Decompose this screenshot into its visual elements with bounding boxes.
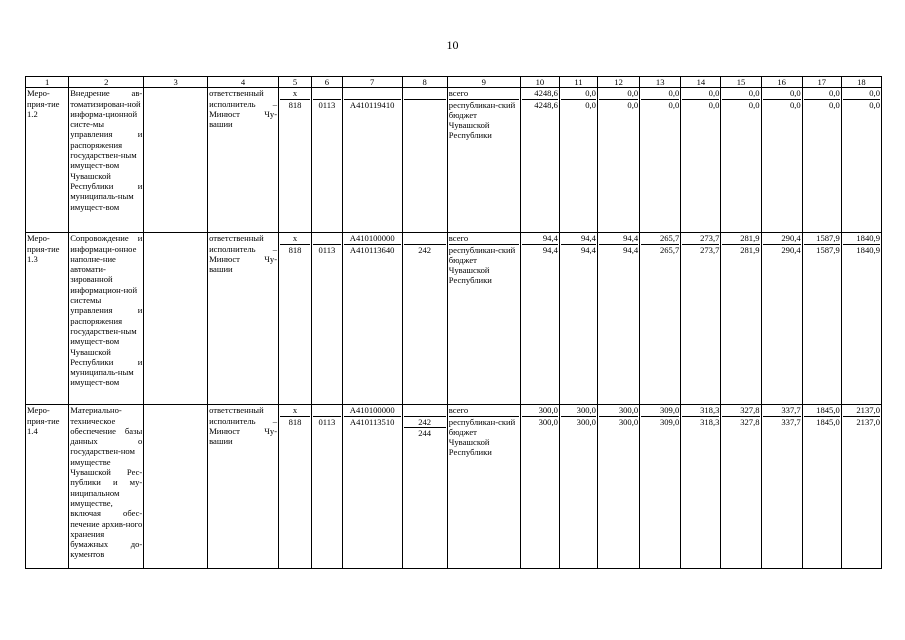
executor: ответственный исполнитель – Минюст Чу-вашии [209, 88, 278, 130]
amount-cell [559, 88, 597, 233]
amount-total: 0,0 [843, 88, 880, 99]
amount-budget: 0,0 [585, 99, 596, 110]
code-line: x [280, 88, 310, 99]
header-cell: 9 [447, 77, 520, 88]
amount-total: 0,0 [641, 88, 679, 99]
amount-total: 94,4 [599, 233, 638, 244]
funding-budget: республикан-ский бюджет Чувашской Республики [448, 244, 516, 286]
amount-total: 318,3 [682, 405, 719, 416]
amount-budget: 1845,0 [816, 416, 840, 427]
executor: ответственный исполнитель – Минюст Чу-вашии [209, 405, 278, 447]
executor: ответственный исполнитель – Минюст Чу-вашии [209, 233, 278, 275]
event-description: Сопровождение и информаци-онное наполне-ние автомати-зированной информацион-ной системы управления и распоряжения государствен-ным имущест-вом Чувашской Республики и муниципаль-ным имущест-вом [70, 233, 143, 388]
col3-cell [144, 405, 208, 569]
event-description-cell [69, 88, 144, 233]
amount-cell [761, 405, 802, 569]
executor-cell [208, 233, 279, 405]
header-cell: 4 [208, 77, 279, 88]
amount-budget: 0,0 [789, 99, 801, 110]
amount-total: 327,8 [722, 405, 759, 416]
amount-budget: 265,7 [659, 244, 680, 255]
event-row [26, 88, 882, 233]
amount-total: 265,7 [641, 233, 679, 244]
chapter-code-cell [279, 405, 312, 569]
amount-cell [681, 88, 721, 233]
amount-cell [802, 405, 841, 569]
amount-cell [841, 88, 881, 233]
expense-type-cell [402, 233, 447, 405]
amount-total: 94,4 [561, 233, 596, 244]
code-line: 818 [288, 416, 302, 427]
amount-budget: 0,0 [829, 99, 840, 110]
amount-cell [802, 88, 841, 233]
event-row [26, 233, 882, 405]
code-line [313, 233, 341, 244]
code-line: 242 [418, 244, 432, 255]
event-number: Меро-прия-тие 1.4 [27, 405, 60, 436]
amount-cell [761, 233, 802, 405]
chapter-code-cell [279, 233, 312, 405]
amount-total: 300,0 [561, 405, 596, 416]
amount-cell [597, 88, 639, 233]
funding-source-cell [447, 233, 520, 405]
amount-budget: 309,0 [659, 416, 680, 427]
executor-cell [208, 405, 279, 569]
code-line [404, 88, 446, 99]
header-cell: 8 [402, 77, 447, 88]
header-cell: 1 [26, 77, 69, 88]
amount-budget: 290,4 [781, 244, 801, 255]
amount-budget: 0,0 [668, 99, 680, 110]
amount-budget: 0,0 [627, 99, 639, 110]
amount-cell [681, 233, 721, 405]
program-events-table [25, 76, 882, 569]
event-description: Материально-техническое обеспечение базы данных о государствен-ном имуществе Чувашской Рес-публики и му-ниципальном имуществе, включая обес-печение архив-ного хранения бумажных до-кументов [70, 405, 143, 560]
header-cell: 18 [841, 77, 881, 88]
amount-cell [841, 233, 881, 405]
header-cell: 11 [559, 77, 597, 88]
code-line: 0113 [318, 99, 336, 110]
header-cell: 17 [802, 77, 841, 88]
amount-cell [681, 405, 721, 569]
amount-total: 300,0 [522, 405, 558, 416]
code-line [344, 88, 401, 99]
funding-budget: республикан-ский бюджет Чувашской Республики [448, 99, 516, 141]
page-number: 10 [446, 38, 459, 52]
code-line [404, 233, 446, 244]
amount-budget: 337,7 [781, 416, 801, 427]
event-number-cell [26, 88, 69, 233]
code-line: А410119410 [349, 99, 395, 110]
amount-total: 273,7 [682, 233, 719, 244]
funding-total: всего [449, 405, 519, 416]
event-number-cell [26, 233, 69, 405]
code-line: x [280, 405, 310, 416]
amount-cell [520, 88, 559, 233]
amount-total: 0,0 [599, 88, 638, 99]
amount-cell [520, 233, 559, 405]
funding-total: всего [449, 233, 519, 244]
event-row [26, 405, 882, 569]
amount-cell [721, 88, 761, 233]
amount-cell [841, 405, 881, 569]
header-cell: 13 [640, 77, 681, 88]
event-number: Меро-прия-тие 1.3 [27, 233, 60, 264]
amount-total: 281,9 [722, 233, 759, 244]
header-cell: 12 [597, 77, 639, 88]
amount-budget: 94,4 [542, 244, 558, 255]
code-line: 818 [288, 99, 302, 110]
target-article-cell [342, 405, 402, 569]
header-cell: 5 [279, 77, 312, 88]
amount-total: 4248,6 [522, 88, 558, 99]
amount-total: 0,0 [561, 88, 596, 99]
chapter-code-cell [279, 88, 312, 233]
amount-total: 300,0 [599, 405, 638, 416]
amount-budget: 0,0 [708, 99, 720, 110]
event-number: Меро-прия-тие 1.2 [27, 88, 60, 119]
amount-budget: 1587,9 [816, 244, 840, 255]
amount-cell [640, 233, 681, 405]
section-code-cell [311, 88, 342, 233]
amount-total: 1587,9 [804, 233, 840, 244]
amount-budget: 318,3 [700, 416, 720, 427]
section-code-cell [311, 405, 342, 569]
amount-total: 0,0 [682, 88, 719, 99]
amount-budget: 2137,0 [856, 416, 880, 427]
funding-source-cell [447, 405, 520, 569]
code-line: x [280, 233, 310, 244]
amount-cell [559, 405, 597, 569]
amount-cell [802, 233, 841, 405]
code-line: А410113640 [349, 244, 395, 255]
amount-budget: 0,0 [748, 99, 760, 110]
code-line: 0113 [318, 244, 336, 255]
amount-total: 1840,9 [843, 233, 880, 244]
amount-total: 0,0 [804, 88, 840, 99]
amount-budget: 94,4 [580, 244, 596, 255]
amount-cell [640, 405, 681, 569]
code-line: 242 [404, 417, 446, 428]
event-description-cell [69, 233, 144, 405]
funding-source-cell [447, 88, 520, 233]
header-cell: 14 [681, 77, 721, 88]
amount-budget: 300,0 [576, 416, 596, 427]
amount-cell [597, 405, 639, 569]
expense-type-cell [402, 405, 447, 569]
funding-total: всего [449, 88, 519, 99]
col3-cell [144, 233, 208, 405]
header-cell: 3 [144, 77, 208, 88]
amount-total: 1845,0 [804, 405, 840, 416]
target-article-cell [342, 233, 402, 405]
amount-total: 309,0 [641, 405, 679, 416]
amount-total: 0,0 [722, 88, 759, 99]
code-line [313, 405, 341, 416]
code-line [313, 88, 341, 99]
amount-budget: 4248,6 [534, 99, 558, 110]
amount-cell [597, 233, 639, 405]
amount-total: 2137,0 [843, 405, 880, 416]
executor-cell [208, 88, 279, 233]
code-line: 818 [288, 244, 302, 255]
header-cell: 7 [342, 77, 402, 88]
code-line: А410113510 [349, 416, 395, 427]
amount-budget: 300,0 [618, 416, 639, 427]
section-code-cell [311, 233, 342, 405]
amount-cell [721, 405, 761, 569]
amount-total: 290,4 [763, 233, 801, 244]
expense-type-cell [402, 88, 447, 233]
amount-total: 337,7 [763, 405, 801, 416]
amount-cell [520, 405, 559, 569]
amount-budget: 281,9 [740, 244, 760, 255]
amount-budget: 1840,9 [856, 244, 880, 255]
amount-total: 94,4 [522, 233, 558, 244]
code-line [404, 100, 446, 110]
event-description: Внедрение ав-томатизирован-ной информа-ционной систе-мы управления и распоряжения государствен-ным имущест-вом Чувашской Республики и муниципаль-ным имущест-вом [70, 88, 143, 212]
amount-budget: 327,8 [740, 416, 760, 427]
amount-budget: 273,7 [700, 244, 720, 255]
amount-budget: 94,4 [623, 244, 639, 255]
funding-budget: республикан-ский бюджет Чувашской Республики [448, 416, 516, 458]
amount-cell [761, 88, 802, 233]
amount-total: 0,0 [763, 88, 801, 99]
header-cell: 15 [721, 77, 761, 88]
code-line: 0113 [318, 416, 336, 427]
code-line: А410100000 [344, 405, 401, 416]
col3-cell [144, 88, 208, 233]
event-description-cell [69, 405, 144, 569]
amount-cell [721, 233, 761, 405]
event-number-cell [26, 405, 69, 569]
header-cell: 2 [69, 77, 144, 88]
code-line [404, 405, 446, 416]
amount-cell [640, 88, 681, 233]
header-cell: 6 [311, 77, 342, 88]
target-article-cell [342, 88, 402, 233]
amount-cell [559, 233, 597, 405]
code-line: 244 [418, 427, 432, 438]
amount-budget: 0,0 [869, 99, 880, 110]
amount-budget: 300,0 [538, 416, 558, 427]
code-line: А410100000 [344, 233, 401, 244]
header-cell: 16 [761, 77, 802, 88]
header-cell: 10 [520, 77, 559, 88]
column-numbers-row [26, 77, 882, 88]
